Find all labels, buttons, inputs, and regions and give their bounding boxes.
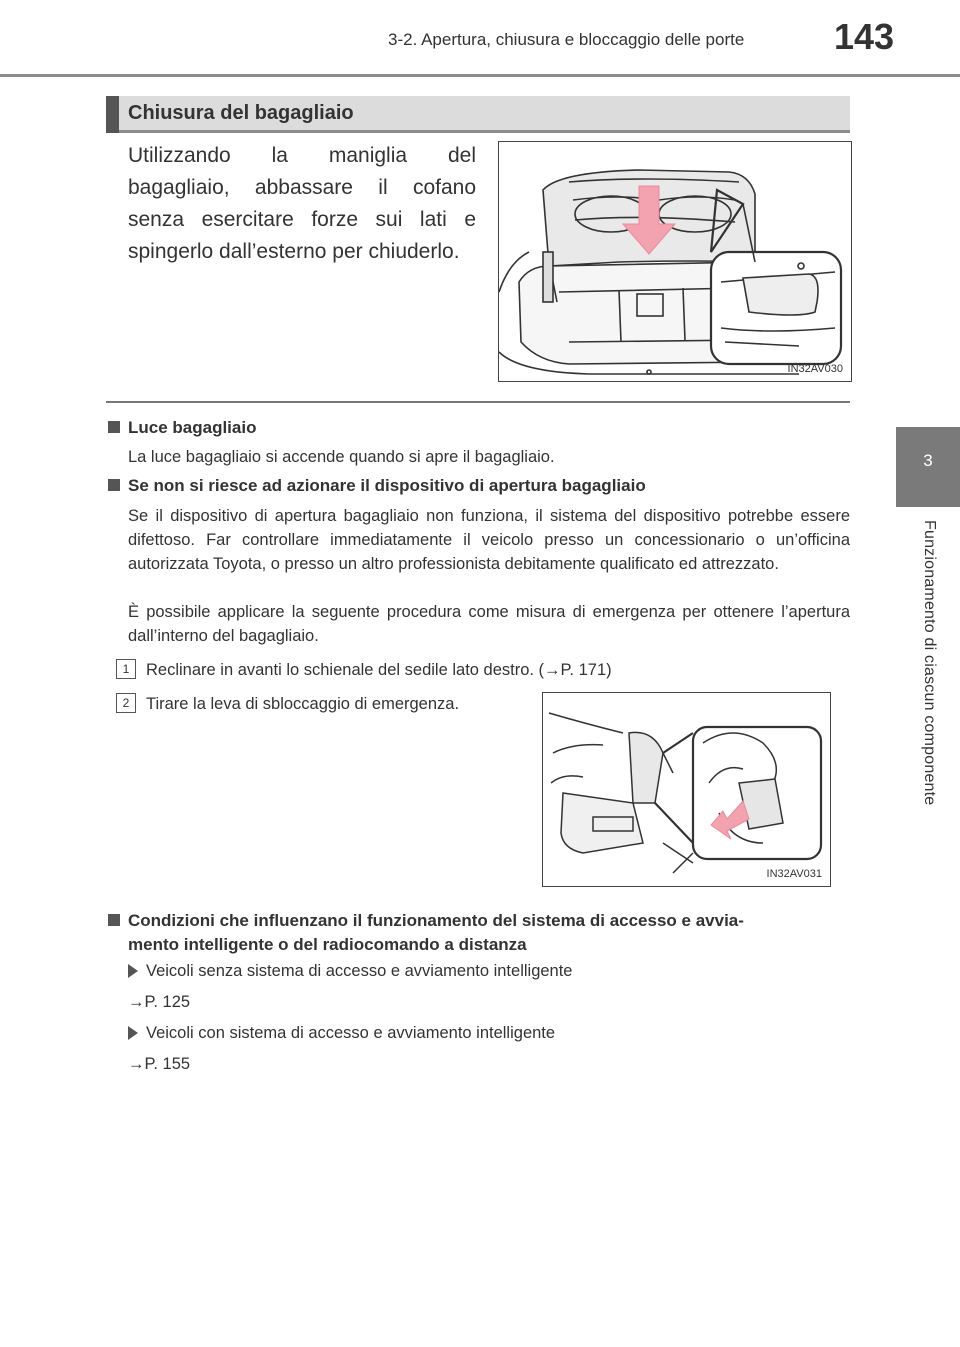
vehicle-type-label: Veicoli senza sistema di accesso e avviamento intelligente <box>146 962 573 980</box>
page-number: 143 <box>834 16 895 57</box>
note-heading-luce <box>108 418 256 438</box>
step-text-1: Reclinare in avanti lo schienale del sedile lato destro. (→P. 171) <box>146 661 612 679</box>
note-body-luce: La luce bagagliaio si accende quando si apre il bagagliaio. <box>128 448 555 466</box>
running-header: 3-2. Apertura, chiusura e bloccaggio delle porte <box>388 30 745 49</box>
note-heading-condizioni <box>108 911 744 931</box>
square-bullet-icon <box>108 479 120 491</box>
triangle-bullet-icon <box>128 964 138 978</box>
vehicle-type-label: Veicoli con sistema di accesso e avviamento intelligente <box>146 1024 556 1042</box>
step-text-2: Tirare la leva di sbloccaggio di emergenza. <box>146 695 460 713</box>
note-heading-text: Luce bagagliaio <box>128 418 257 437</box>
trunk-illustration <box>499 142 851 381</box>
square-bullet-icon <box>108 914 120 926</box>
note-heading-apertura <box>108 476 646 496</box>
page-reference-1: →P. 125 <box>128 993 191 1011</box>
section-title-accent <box>106 96 119 133</box>
figure-code: IN32AV030 <box>787 363 843 375</box>
triangle-bullet-icon <box>128 1026 138 1040</box>
note-heading-condizioni-line2: mento intelligente o del radiocomando a distanza <box>128 935 527 954</box>
vehicle-type-item-2 <box>128 1024 555 1043</box>
step-number-2: 2 <box>116 693 136 713</box>
release-lever-illustration <box>543 693 830 886</box>
step-number-1: 1 <box>116 659 136 679</box>
trunk-closing-figure <box>498 141 852 382</box>
figure-code: IN32AV031 <box>766 868 822 880</box>
section-lead-text: Utilizzando la maniglia del bagagliaio, abbassare il cofano senza esercitare forze sui lati e spingerlo dall’esterno per chiuderlo. <box>128 144 476 263</box>
note-heading-text: Condizioni che influenzano il funzionamento del sistema di accesso e avvia- <box>128 911 744 930</box>
section-title: Chiusura del bagagliaio <box>128 102 354 124</box>
section-divider <box>106 401 850 403</box>
emergency-release-figure <box>542 692 831 887</box>
square-bullet-icon <box>108 421 120 433</box>
note-body-emergenza: È possibile applicare la seguente procedura come misura di emergenza per ottenere l’apertura dall’interno del bagagliaio. <box>128 603 850 645</box>
chapter-tab-label: Funzionamento di ciascun componente <box>921 520 938 806</box>
note-body-apertura: Se il dispositivo di apertura bagagliaio non funziona, il sistema del dispositivo potrebbe essere difettoso. Far controllare immediatamente il veicolo presso un concessionario o un’officina autorizzata Toyota, o presso un altro professionista debitamente qualificato ed attrezzato. <box>128 507 850 573</box>
chapter-tab-number: 3 <box>923 451 933 470</box>
vehicle-type-item-1 <box>128 962 572 981</box>
note-heading-text: Se non si riesce ad azionare il dispositivo di apertura bagagliaio <box>128 476 646 495</box>
header-rule <box>0 74 960 77</box>
page-reference-2: →P. 155 <box>128 1055 191 1073</box>
